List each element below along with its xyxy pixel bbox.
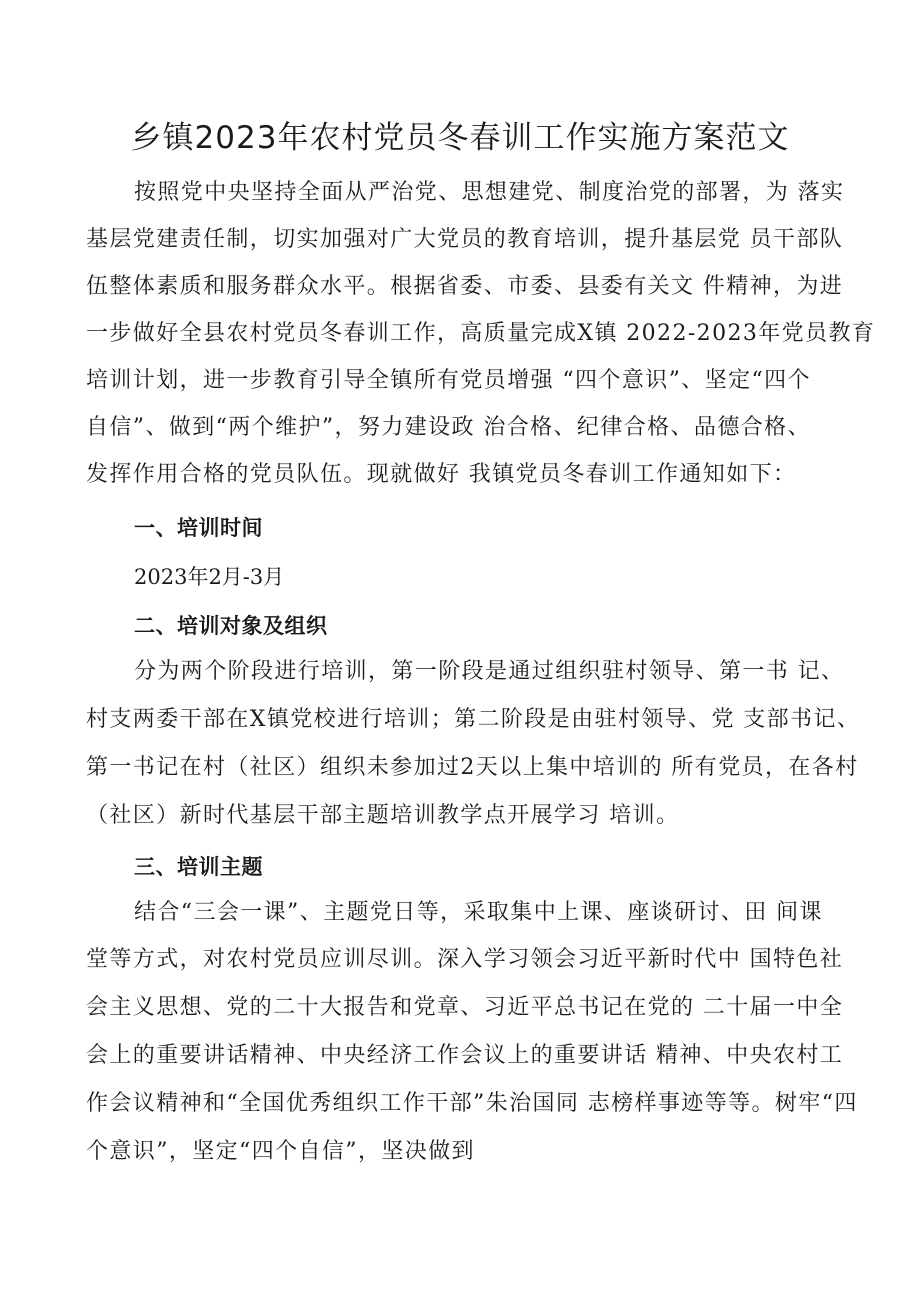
section-3-line-6: 个意识”，坚定“四个自信”，坚决做到 <box>86 1139 475 1164</box>
section-3-line-1: 结合“三会一课”、主题党日等，采取集中上课、座谈研讨、田 间课 <box>134 900 823 925</box>
section-1-heading: 一、培训时间 <box>134 516 263 540</box>
section-3-line-3: 会主义思想、党的二十大报告和党章、习近平总书记在党的 二十届一中全 <box>86 995 844 1020</box>
section-2-heading: 二、培训对象及组织 <box>134 614 328 638</box>
section-3-line-2: 堂等方式，对农村党员应训尽训。深入学习领会习近平新时代中 国特色社 <box>86 947 844 972</box>
section-2-line-4: （社区）新时代基层干部主题培训教学点开展学习 培训。 <box>86 803 680 828</box>
intro-line-6: 自信”、做到“两个维护”，努力建设政 治合格、纪律合格、品德合格、 <box>86 415 811 440</box>
section-2-line-1: 分为两个阶段进行培训，第一阶段是通过组织驻村领导、第一书 记、 <box>134 659 845 684</box>
section-2-line-2: 村支两委干部在X镇党校进行培训；第二阶段是由驻村领导、党 支部书记、 <box>86 707 861 732</box>
intro-line-1: 按照党中央坚持全面从严治党、思想建党、制度治党的部署，为 落实 <box>134 180 845 205</box>
section-3-line-5: 作会议精神和“全国优秀组织工作干部”朱治国同 志榜样事迹等等。树牢“四 <box>86 1091 858 1116</box>
intro-line-2: 基层党建责任制，切实加强对广大党员的教育培训，提升基层党 员干部队 <box>86 227 844 252</box>
document-title: 乡镇2023年农村党员冬春训工作实施方案范文 <box>130 120 790 156</box>
intro-line-3: 伍整体素质和服务群众水平。根据省委、市委、县委有关文 件精神，为进 <box>86 274 844 299</box>
section-3-line-4: 会上的重要讲话精神、中央经济工作会议上的重要讲话 精神、中央农村工 <box>86 1043 844 1068</box>
section-2-line-3: 第一书记在村（社区）组织未参加过2天以上集中培训的 所有党员，在各村 <box>86 755 859 780</box>
intro-line-7: 发挥作用合格的党员队伍。现就做好 我镇党员冬春训工作通知如下： <box>86 462 797 487</box>
intro-line-5: 培训计划，进一步教育引导全镇所有党员增强 “四个意识”、坚定“四个 <box>86 368 811 393</box>
section-3-heading: 三、培训主题 <box>134 855 263 879</box>
intro-line-4: 一步做好全县农村党员冬春训工作，高质量完成X镇 2022-2023年党员教育 <box>86 321 876 346</box>
training-date: 2023年2月-3月 <box>134 565 285 589</box>
